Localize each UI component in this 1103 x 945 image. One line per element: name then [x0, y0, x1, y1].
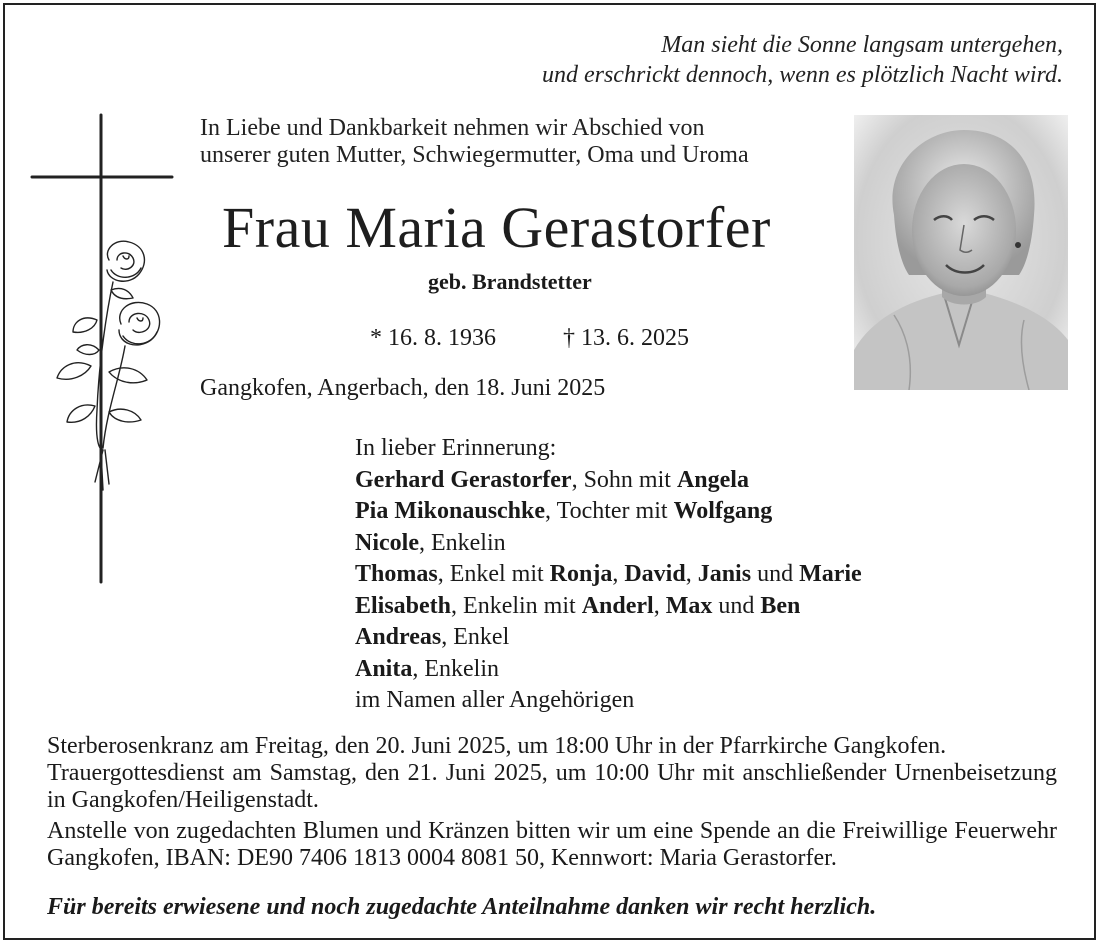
family-list	[355, 433, 862, 717]
family-member-relation: , Enkel mit	[437, 561, 550, 587]
family-member-relation: , Sohn mit	[571, 466, 677, 493]
family-member-name: Janis	[697, 561, 752, 587]
donation-note: Anstelle von zugedachten Blumen und Kränzen bitten wir um eine Spende an die Freiwillige Feuerwehr Gangkofen, IBAN: DE90 7406 1813 0004 8081 50, Kennwort: Maria Gerastorfer.	[47, 818, 1057, 871]
portrait-photo	[854, 115, 1068, 390]
family-heading: In lieber Erinnerung:	[355, 435, 557, 461]
quote-line-2: und erschrickt dennoch, wenn es plötzlich Nacht wird.	[541, 62, 1063, 88]
family-member-line	[355, 465, 862, 497]
family-member-line	[355, 496, 862, 528]
family-member-name: Pia Mikonauschke	[355, 498, 546, 524]
service-note: Trauergottesdienst am Samstag, den 21. Juni 2025, um 10:00 Uhr mit anschließender Urnenbeisetzung in Gangkofen/Heiligenstadt.	[47, 760, 1057, 813]
family-member-name: Angela	[676, 466, 749, 493]
intro-line-1: In Liebe und Dankbarkeit nehmen wir Abschied von	[200, 115, 705, 141]
service-notes	[47, 733, 1057, 872]
family-member-name: Elisabeth	[355, 592, 452, 619]
family-member-relation: , Enkel	[441, 624, 510, 650]
family-member-relation: und	[712, 592, 761, 619]
family-members	[355, 465, 862, 686]
family-member-line	[355, 559, 862, 591]
deceased-name: Frau Maria Gerastorfer	[222, 195, 771, 260]
family-member-name: Andreas	[355, 624, 442, 650]
rosary-note: Sterberosenkranz am Freitag, den 20. Juni 2025, um 18:00 Uhr in der Pfarrkirche Gangkofen.	[47, 733, 947, 759]
family-member-name: Anderl	[581, 592, 654, 619]
family-member-line	[355, 591, 862, 623]
intro-text	[200, 115, 749, 169]
place-and-date: Gangkofen, Angerbach, den 18. Juni 2025	[200, 375, 606, 401]
memorial-quote	[542, 30, 1063, 90]
family-member-line	[355, 654, 862, 686]
family-member-name: Max	[665, 592, 713, 619]
quote-line-1: Man sieht die Sonne langsam untergehen,	[661, 32, 1063, 58]
birth-date: * 16. 8. 1936	[370, 325, 496, 351]
family-closing: im Namen aller Angehörigen	[355, 687, 635, 713]
family-member-name: Thomas	[355, 561, 438, 587]
family-member-name: David	[624, 561, 686, 587]
family-member-relation: und	[751, 561, 800, 587]
family-member-name: Ben	[760, 592, 801, 619]
family-member-name: Wolfgang	[673, 498, 773, 524]
cross-with-rose-icon	[25, 110, 185, 590]
family-member-relation: ,	[685, 561, 698, 587]
family-member-line	[355, 528, 862, 560]
family-member-relation: , Tochter mit	[545, 498, 674, 524]
family-member-name: Ronja	[549, 561, 613, 587]
family-member-relation: , Enkelin mit	[451, 592, 582, 619]
death-date: † 13. 6. 2025	[563, 325, 689, 351]
family-member-relation: , Enkelin	[412, 655, 499, 682]
family-member-relation: ,	[612, 561, 625, 587]
family-member-name: Anita	[355, 655, 413, 682]
maiden-name: geb. Brandstetter	[428, 269, 592, 294]
family-member-name: Marie	[799, 561, 862, 587]
family-member-name: Gerhard Gerastorfer	[355, 466, 572, 493]
family-member-relation: , Enkelin	[418, 529, 506, 556]
intro-line-2: unserer guten Mutter, Schwiegermutter, Oma und Uroma	[200, 142, 749, 168]
family-member-relation: ,	[653, 592, 666, 619]
thanks-line: Für bereits erwiesene und noch zugedachte Anteilnahme danken wir recht herzlich.	[47, 894, 877, 920]
family-member-name: Nicole	[355, 529, 419, 556]
family-member-line	[355, 622, 862, 654]
